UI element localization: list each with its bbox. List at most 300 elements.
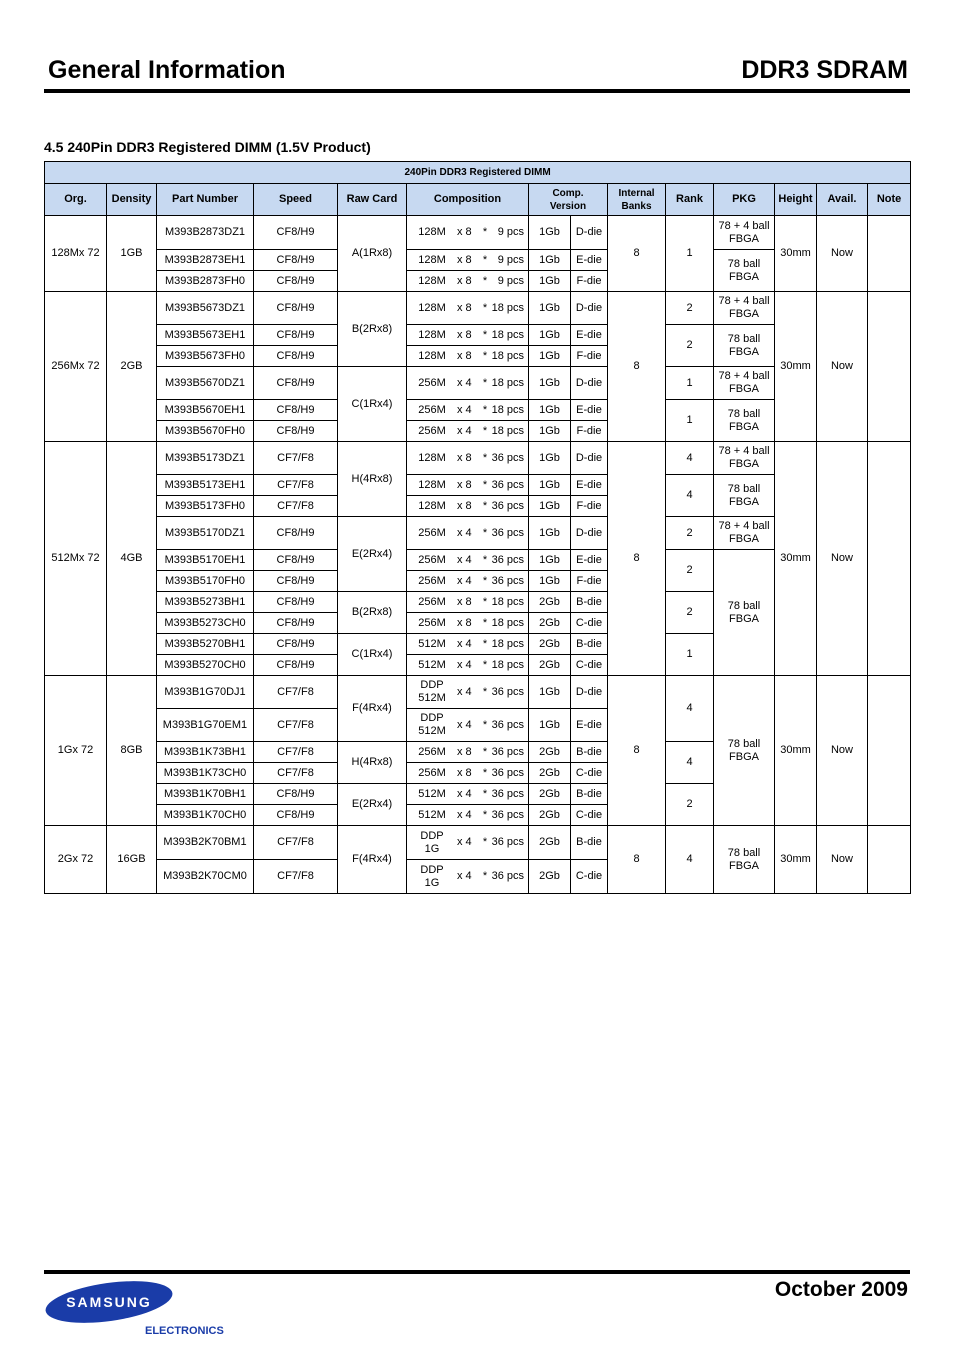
logo-subtitle: ELECTRONICS <box>145 1325 224 1337</box>
speed-cell: CF8/H9 <box>254 367 338 400</box>
footer-date: October 2009 <box>774 1278 908 1301</box>
composition-density-line: 128M <box>418 349 446 362</box>
speed-cell: CF8/H9 <box>254 634 338 655</box>
footer-rule <box>44 1270 910 1274</box>
comp-version-cell: E-die <box>571 250 608 271</box>
pkg-line1: 78 ball <box>727 599 761 612</box>
composition-density-line: 512M <box>418 808 446 821</box>
composition-density <box>411 527 453 540</box>
composition-values <box>407 302 528 315</box>
table-row <box>45 216 911 250</box>
note-cell <box>868 676 911 826</box>
pkg-cell <box>714 676 775 826</box>
composition-density <box>411 864 453 890</box>
pkg-line2: FBGA <box>729 495 759 508</box>
composition-width: x 4 <box>457 787 472 800</box>
rank-cell: 2 <box>666 517 714 550</box>
composition-multiplier: * <box>482 499 488 512</box>
composition-multiplier: * <box>482 870 488 882</box>
col-header-avail: Avail. <box>817 184 868 216</box>
composition-width: x 8 <box>457 274 472 287</box>
internal-banks-cell: 8 <box>608 826 666 894</box>
avail-cell: Now <box>817 676 868 826</box>
composition-cell <box>407 475 529 496</box>
composition-values <box>407 425 528 438</box>
col-header-comp-version-line2: Version <box>549 200 587 212</box>
speed-cell: CF8/H9 <box>254 292 338 325</box>
pkg-line1: 78 + 4 ball <box>718 219 770 232</box>
composition-cell <box>407 442 529 475</box>
composition-count: 18 pcs <box>491 328 524 341</box>
comp-version-cell: C-die <box>571 763 608 784</box>
height-cell: 30mm <box>775 442 817 676</box>
pkg-cell <box>714 216 775 250</box>
comp-die-cell: 1Gb <box>529 571 571 592</box>
speed-cell: CF7/F8 <box>254 860 338 894</box>
composition-multiplier: * <box>482 766 488 779</box>
composition-density-line: 1G <box>424 876 440 889</box>
avail-cell: Now <box>817 826 868 894</box>
composition-multiplier: * <box>482 553 488 566</box>
composition-width: x 4 <box>457 658 472 671</box>
composition-multiplier: * <box>482 616 488 629</box>
comp-die-cell: 2Gb <box>529 592 571 613</box>
col-header-density: Density <box>107 184 157 216</box>
composition-count: 18 pcs <box>491 376 524 389</box>
raw-card-cell: H(4Rx8) <box>338 442 407 517</box>
pkg-line2: FBGA <box>729 420 759 433</box>
pkg-line2: FBGA <box>729 458 759 470</box>
composition-values <box>407 788 528 801</box>
internal-banks-cell: 8 <box>608 292 666 442</box>
composition-count: 36 pcs <box>491 478 524 491</box>
speed-cell: CF7/F8 <box>254 709 338 742</box>
composition-cell <box>407 292 529 325</box>
comp-version-cell: E-die <box>571 550 608 571</box>
composition-multiplier: * <box>482 526 488 539</box>
composition-count: 18 pcs <box>491 301 524 314</box>
rank-cell: 4 <box>666 475 714 517</box>
pkg-line1: 78 ball <box>727 407 761 420</box>
composition-width: x 8 <box>457 349 472 362</box>
comp-version-cell: F-die <box>571 496 608 517</box>
part-number-cell: M393B1G70EM1 <box>157 709 254 742</box>
pkg-line2: FBGA <box>729 750 759 763</box>
comp-version-cell: C-die <box>571 805 608 826</box>
composition-width: x 4 <box>457 424 472 437</box>
comp-die-cell: 2Gb <box>529 860 571 894</box>
composition-multiplier: * <box>482 574 488 587</box>
composition-values <box>407 746 528 759</box>
composition-width: x 8 <box>457 478 472 491</box>
composition-count: 36 pcs <box>491 870 524 882</box>
composition-width: x 8 <box>457 226 472 238</box>
composition-count: 36 pcs <box>491 685 524 698</box>
composition-cell <box>407 571 529 592</box>
pkg-line1: 78 ball <box>727 332 761 345</box>
composition-density <box>411 830 453 856</box>
comp-version-cell: E-die <box>571 475 608 496</box>
composition-density <box>411 767 453 780</box>
speed-cell: CF8/H9 <box>254 250 338 271</box>
pkg-line1: 78 + 4 ball <box>718 520 770 532</box>
col-header-note: Note <box>868 184 911 216</box>
composition-values <box>407 596 528 609</box>
composition-density <box>411 788 453 801</box>
composition-values <box>407 767 528 780</box>
table-row <box>45 292 911 325</box>
pkg-cell <box>714 826 775 894</box>
rank-cell: 2 <box>666 784 714 826</box>
col-header-speed: Speed <box>254 184 338 216</box>
composition-values <box>407 864 528 890</box>
avail-cell: Now <box>817 292 868 442</box>
comp-version-cell: D-die <box>571 517 608 550</box>
composition-density <box>411 302 453 315</box>
comp-version-cell: D-die <box>571 292 608 325</box>
comp-die-cell: 1Gb <box>529 216 571 250</box>
part-number-cell: M393B1G70DJ1 <box>157 676 254 709</box>
comp-die-cell: 1Gb <box>529 475 571 496</box>
composition-values <box>407 500 528 513</box>
raw-card-cell: E(2Rx4) <box>338 517 407 592</box>
comp-die-cell: 1Gb <box>529 496 571 517</box>
note-cell <box>868 826 911 894</box>
comp-version-cell: D-die <box>571 216 608 250</box>
composition-cell <box>407 550 529 571</box>
composition-width: x 8 <box>457 595 472 608</box>
pkg-line2: FBGA <box>729 308 759 320</box>
rank-cell: 4 <box>666 742 714 784</box>
pkg-line2: FBGA <box>729 859 759 872</box>
composition-multiplier: * <box>482 595 488 608</box>
composition-density <box>411 275 453 288</box>
part-number-cell: M393B1K70CH0 <box>157 805 254 826</box>
composition-multiplier: * <box>482 301 488 314</box>
composition-values <box>407 527 528 540</box>
density-cell: 8GB <box>107 676 157 826</box>
comp-die-cell: 2Gb <box>529 805 571 826</box>
composition-cell <box>407 742 529 763</box>
density-cell: 4GB <box>107 442 157 676</box>
composition-density <box>411 500 453 513</box>
composition-density <box>411 659 453 672</box>
pkg-cell <box>714 400 775 442</box>
density-cell: 1GB <box>107 216 157 292</box>
header-title-left: General Information <box>48 56 286 84</box>
composition-width: x 8 <box>457 616 472 629</box>
part-number-cell: M393B5273CH0 <box>157 613 254 634</box>
composition-width: x 8 <box>457 253 472 266</box>
part-number-cell: M393B2K70BM1 <box>157 826 254 860</box>
composition-density-line: 512M <box>418 787 446 800</box>
raw-card-cell: E(2Rx4) <box>338 784 407 826</box>
comp-die-cell: 1Gb <box>529 346 571 367</box>
pkg-line1: 78 ball <box>727 257 761 270</box>
comp-die-cell: 2Gb <box>529 784 571 805</box>
part-number-cell: M393B5170FH0 <box>157 571 254 592</box>
part-number-cell: M393B5670EH1 <box>157 400 254 421</box>
speed-cell: CF8/H9 <box>254 655 338 676</box>
comp-version-cell: E-die <box>571 709 608 742</box>
composition-values <box>407 377 528 390</box>
col-header-comp-version-line1: Comp. <box>552 187 584 199</box>
raw-card-cell: F(4Rx4) <box>338 676 407 742</box>
table-row <box>45 442 911 475</box>
composition-values <box>407 809 528 822</box>
height-cell: 30mm <box>775 826 817 894</box>
composition-count: 18 pcs <box>491 424 524 437</box>
pkg-cell <box>714 325 775 367</box>
composition-count: 36 pcs <box>491 451 524 464</box>
composition-density <box>411 226 453 239</box>
composition-multiplier: * <box>482 787 488 800</box>
part-number-cell: M393B1K73CH0 <box>157 763 254 784</box>
composition-cell <box>407 613 529 634</box>
rank-cell: 1 <box>666 367 714 400</box>
part-number-cell: M393B5170DZ1 <box>157 517 254 550</box>
composition-multiplier: * <box>482 685 488 698</box>
composition-width: x 4 <box>457 637 472 650</box>
note-cell <box>868 442 911 676</box>
composition-multiplier: * <box>482 451 488 464</box>
composition-width: x 4 <box>457 685 472 698</box>
composition-values <box>407 554 528 567</box>
speed-cell: CF8/H9 <box>254 613 338 634</box>
composition-width: x 4 <box>457 808 472 821</box>
rank-cell: 1 <box>666 400 714 442</box>
composition-width: x 4 <box>457 836 472 848</box>
composition-count: 36 pcs <box>491 766 524 779</box>
speed-cell: CF8/H9 <box>254 784 338 805</box>
composition-density-line: 128M <box>418 499 446 512</box>
composition-width: x 8 <box>457 301 472 314</box>
comp-version-cell: E-die <box>571 325 608 346</box>
composition-values <box>407 329 528 342</box>
composition-count: 36 pcs <box>491 808 524 821</box>
composition-multiplier: * <box>482 745 488 758</box>
comp-version-cell: C-die <box>571 860 608 894</box>
composition-density <box>411 452 453 465</box>
note-cell <box>868 216 911 292</box>
composition-cell <box>407 634 529 655</box>
rank-cell: 4 <box>666 826 714 894</box>
comp-version-cell: B-die <box>571 634 608 655</box>
composition-width: x 4 <box>457 376 472 389</box>
composition-density-line: 128M <box>418 328 446 341</box>
composition-density-line: 256M <box>418 403 446 416</box>
rank-cell: 2 <box>666 550 714 592</box>
composition-cell <box>407 655 529 676</box>
composition-density-line: 256M <box>418 595 446 608</box>
composition-density-line: 256M <box>418 553 446 566</box>
part-number-cell: M393B5670DZ1 <box>157 367 254 400</box>
part-number-cell: M393B2873EH1 <box>157 250 254 271</box>
composition-density-line: 128M <box>418 226 446 238</box>
header-title-right: DDR3 SDRAM <box>741 56 908 84</box>
composition-cell <box>407 763 529 784</box>
rank-cell: 2 <box>666 292 714 325</box>
part-number-cell: M393B5673EH1 <box>157 325 254 346</box>
composition-count: 36 pcs <box>491 574 524 587</box>
composition-count: 18 pcs <box>491 595 524 608</box>
composition-multiplier: * <box>482 403 488 416</box>
composition-density-line: 512M <box>418 725 446 737</box>
composition-width: x 8 <box>457 451 472 464</box>
part-number-cell: M393B5673FH0 <box>157 346 254 367</box>
composition-multiplier: * <box>482 637 488 650</box>
composition-values <box>407 226 528 239</box>
rank-cell: 1 <box>666 216 714 292</box>
composition-density <box>411 329 453 342</box>
raw-card-cell: B(2Rx8) <box>338 592 407 634</box>
composition-multiplier: * <box>482 424 488 437</box>
speed-cell: CF7/F8 <box>254 826 338 860</box>
composition-count: 36 pcs <box>491 718 524 731</box>
dimm-spec-table <box>44 161 911 894</box>
composition-cell <box>407 496 529 517</box>
col-header-height: Height <box>775 184 817 216</box>
composition-width: x 8 <box>457 328 472 341</box>
composition-width: x 8 <box>457 766 472 779</box>
pkg-cell <box>714 442 775 475</box>
height-cell: 30mm <box>775 292 817 442</box>
pkg-cell <box>714 517 775 550</box>
comp-die-cell: 1Gb <box>529 517 571 550</box>
composition-density-line: DDP <box>420 863 444 876</box>
speed-cell: CF8/H9 <box>254 400 338 421</box>
col-header-part-number: Part Number <box>157 184 254 216</box>
comp-die-cell: 2Gb <box>529 634 571 655</box>
speed-cell: CF8/H9 <box>254 571 338 592</box>
composition-cell <box>407 709 529 742</box>
composition-cell <box>407 216 529 250</box>
pkg-line1: 78 + 4 ball <box>718 370 770 382</box>
composition-density-line: 512M <box>418 692 446 704</box>
composition-values <box>407 452 528 465</box>
composition-density-line: DDP <box>420 829 444 842</box>
raw-card-cell: B(2Rx8) <box>338 292 407 367</box>
speed-cell: CF7/F8 <box>254 475 338 496</box>
rank-cell: 2 <box>666 592 714 634</box>
comp-version-cell: B-die <box>571 826 608 860</box>
composition-values <box>407 679 528 705</box>
speed-cell: CF8/H9 <box>254 805 338 826</box>
composition-width: x 8 <box>457 499 472 512</box>
part-number-cell: M393B2K70CM0 <box>157 860 254 894</box>
comp-die-cell: 1Gb <box>529 400 571 421</box>
composition-count: 36 pcs <box>491 499 524 512</box>
composition-width: x 4 <box>457 870 472 882</box>
composition-count: 18 pcs <box>491 637 524 650</box>
rank-cell: 2 <box>666 325 714 367</box>
comp-die-cell: 1Gb <box>529 442 571 475</box>
composition-count: 36 pcs <box>491 526 524 539</box>
comp-die-cell: 1Gb <box>529 550 571 571</box>
part-number-cell: M393B5170EH1 <box>157 550 254 571</box>
comp-die-cell: 2Gb <box>529 655 571 676</box>
composition-count: 36 pcs <box>491 745 524 758</box>
composition-cell <box>407 805 529 826</box>
org-cell: 256Mx 72 <box>45 292 107 442</box>
composition-cell <box>407 592 529 613</box>
pkg-line2: FBGA <box>729 345 759 358</box>
logo-wordmark: SAMSUNG <box>66 1294 152 1310</box>
comp-version-cell: E-die <box>571 400 608 421</box>
composition-density-line: 256M <box>418 745 446 758</box>
pkg-line1: 78 ball <box>727 737 761 750</box>
table-caption: 240Pin DDR3 Registered DIMM <box>45 162 911 184</box>
comp-die-cell: 1Gb <box>529 292 571 325</box>
composition-density-line: 128M <box>418 478 446 491</box>
part-number-cell: M393B5673DZ1 <box>157 292 254 325</box>
composition-multiplier: * <box>482 274 488 287</box>
composition-density <box>411 404 453 417</box>
comp-die-cell: 1Gb <box>529 325 571 346</box>
composition-cell <box>407 676 529 709</box>
part-number-cell: M393B5270BH1 <box>157 634 254 655</box>
composition-density-line: 128M <box>418 253 446 266</box>
speed-cell: CF8/H9 <box>254 346 338 367</box>
composition-values <box>407 575 528 588</box>
part-number-cell: M393B5270CH0 <box>157 655 254 676</box>
composition-values <box>407 638 528 651</box>
composition-density <box>411 254 453 267</box>
speed-cell: CF8/H9 <box>254 592 338 613</box>
org-cell: 128Mx 72 <box>45 216 107 292</box>
pkg-line1: 78 + 4 ball <box>718 295 770 307</box>
comp-version-cell: D-die <box>571 676 608 709</box>
composition-density <box>411 638 453 651</box>
org-cell: 2Gx 72 <box>45 826 107 894</box>
composition-width: x 4 <box>457 574 472 587</box>
pkg-line1: 78 + 4 ball <box>718 445 770 457</box>
comp-die-cell: 1Gb <box>529 367 571 400</box>
col-header-rank: Rank <box>666 184 714 216</box>
composition-density <box>411 350 453 363</box>
pkg-cell <box>714 550 775 676</box>
composition-width: x 4 <box>457 526 472 539</box>
composition-density <box>411 575 453 588</box>
composition-multiplier: * <box>482 253 488 266</box>
composition-width: x 8 <box>457 745 472 758</box>
col-header-comp-version <box>529 184 608 216</box>
composition-cell <box>407 271 529 292</box>
composition-density-line: 1G <box>424 842 440 855</box>
raw-card-cell: F(4Rx4) <box>338 826 407 894</box>
composition-width: x 4 <box>457 718 472 731</box>
composition-cell <box>407 400 529 421</box>
note-cell <box>868 292 911 442</box>
comp-die-cell: 1Gb <box>529 421 571 442</box>
composition-values <box>407 275 528 288</box>
comp-die-cell: 2Gb <box>529 826 571 860</box>
composition-multiplier: * <box>482 478 488 491</box>
composition-multiplier: * <box>482 718 488 731</box>
table-row <box>45 676 911 709</box>
composition-multiplier: * <box>482 658 488 671</box>
composition-cell <box>407 421 529 442</box>
speed-cell: CF8/H9 <box>254 271 338 292</box>
avail-cell: Now <box>817 442 868 676</box>
comp-version-cell: B-die <box>571 592 608 613</box>
composition-count: 9 pcs <box>497 274 524 287</box>
raw-card-cell: A(1Rx8) <box>338 216 407 292</box>
composition-count: 18 pcs <box>491 658 524 671</box>
composition-density-line: 512M <box>418 658 446 671</box>
rank-cell: 4 <box>666 442 714 475</box>
composition-cell <box>407 367 529 400</box>
